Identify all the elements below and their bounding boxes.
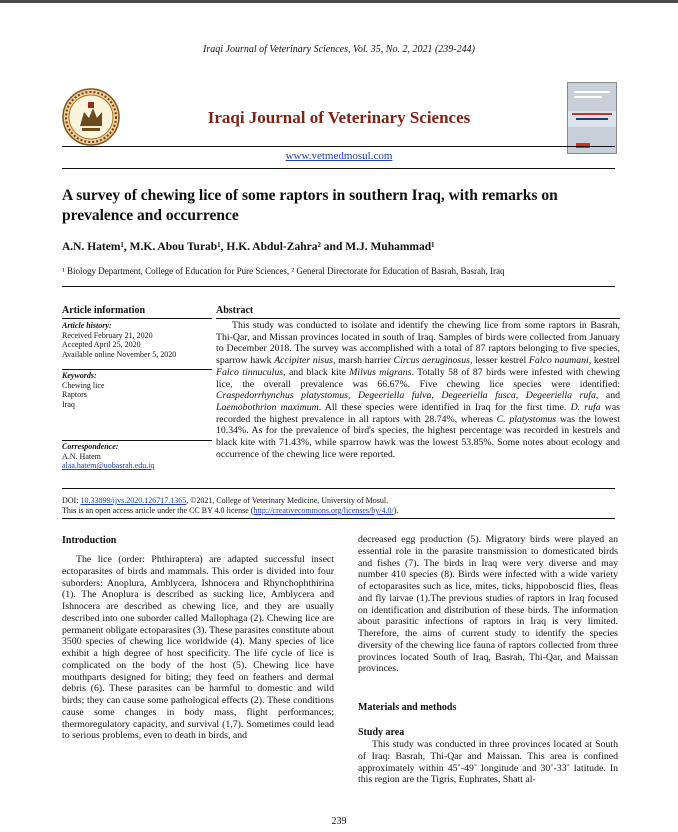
paper-title: A survey of chewing lice of some raptors in southern Iraq, with remarks on prevalence and occurrence	[62, 187, 558, 224]
keywords-block	[62, 371, 212, 409]
author-list: A.N. Hatem¹, M.K. Abou Turab¹, H.K. Abdul-Zahra² and M.J. Muhammad¹	[62, 241, 435, 253]
header-rule-bottom	[62, 168, 615, 169]
abstract-heading: Abstract	[216, 305, 254, 316]
received-date: Received February 21, 2020	[62, 330, 153, 340]
running-header: Iraqi Journal of Veterinary Sciences, Vol. 35, No. 2, 2021 (239-244)	[203, 44, 475, 55]
article-info-rule	[62, 318, 212, 319]
top-border	[0, 0, 678, 3]
page-number: 239	[331, 816, 347, 827]
keyword-item: Iraq	[62, 399, 75, 409]
introduction-column-right	[358, 534, 618, 675]
history-label: Article history:	[62, 321, 112, 330]
keyword-item: Raptors	[62, 390, 87, 400]
doi-rule	[62, 518, 615, 519]
correspondence-block	[62, 442, 212, 471]
abstract-text: This study was conducted to isolate and identify the chewing lice from some raptors in Basrah, Thi-Qar, and Missan provinces located in south of Iraq. Samples of birds were collected from January to December 2018. The survey was accomplished with a total of 87 raptors belonging to five species, sparrow hawk Accipiter nisus, marsh harrier Circus aeruginosus, lesser kestrel Falco naumani, kestrel Falco tinnuculus, and black kite Milvus migrans. Totally 58 of 87 birds were infested with chewing lice, the overall prevalence was 66.67%. Five chewing lice species were identified: Craspedorrhynchus platystomus, Degeeriella fulva, Degeeriella fusca, Degeeriella rufa, and Laemobothrion maximum. All these species were identified in Iraq for the first time. D. rufa was recorded the highest prevalence in all raptors with 28.74%, whereas C. platystomus was the lowest 10.34%. As for the prevalence of bird's species, the highest percentage was recorded in kestrels and black kite with 71.43%, while sparrow hawk was the lowest 53.85%. Some notes about ecology and occurrence of the chewing lice were reported.	[216, 320, 621, 460]
history-rule	[62, 369, 212, 370]
keyword-item: Chewing lice	[62, 380, 105, 390]
correspondent-name: A.N. Hatem	[62, 451, 101, 461]
methods-heading: Materials and methods	[358, 702, 457, 713]
abstract-bottom-rule	[62, 488, 615, 489]
correspondence-label: Correspondence:	[62, 442, 119, 451]
article-history	[62, 321, 212, 359]
introduction-heading: Introduction	[62, 535, 117, 546]
doi-link[interactable]: 10.33899/ijvs.2020.126717.1365	[80, 496, 187, 505]
doi-block: DOI: 10.33899/ijvs.2020.126717.1365, ©2021, College of Veterinary Medicine, University of Mosul. This is an open access article under the CC BY 4.0 license (http://creativecommons.org/licenses/by/4.0/).	[62, 496, 399, 515]
online-date: Available online November 5, 2020	[62, 349, 177, 359]
journal-website-link[interactable]: www.vetmedmosul.com	[285, 150, 393, 162]
intro-paragraph-continued: decreased egg production (5). Migratory birds were played an essential role in the parasite transmission to domesticated birds and fishes (7). The birds in Iraq were very diverse and may number 410 species (8). Birds were infected with a wide variety of ectoparasites such as lice, mites, ticks, hippoboscid flies, fleas and fly larvae (1).The previous studies of raptors in Iraq focused on identification and distribution of these birds. The information about parasitic infections of raptors in Iraq is very limited. Therefore, the aims of current study to identify the species diversity of the chewing lice fauna of raptors collected from three provinces located South of Iraq, Basrah, Thi-Qar, and Maissan provinces.	[358, 534, 618, 675]
journal-title: Iraqi Journal of Veterinary Sciences	[207, 108, 471, 127]
introduction-column-left	[62, 554, 334, 742]
accepted-date: Accepted April 25, 2020	[62, 340, 141, 350]
intro-paragraph: The lice (order: Phthiraptera) are adapted successful insect ectoparasites of birds and mammals. This order is divided into four suborders: Anoplura, Amblycera, Ishnocera and Rhynchophthirina (1). The Anoplura is described as sucking lice, Amblycera and Ishnocera are described as chewing lice, and they are usually described into one suborder called Mallophaga (2). Chewing lice are permanent obligate ectoparasites (3). These parasites constitute about 3500 species of chewing lice worldwide (4). Many species of lice exhibit a high degree of host specificity. The life cycle of lice is complicated on the body of the host (5). Chewing lice have mouthparts designed for biting; they feed on feathers and dermal debris (6). These parasites can be harmful to domestic and wild birds; they can cause some pathological effects (2). These conditions cause some changes in body mass, flight performances; thermoregulatory capacity, and survival (1,7). Sometimes could lead to serious problems, even to death in birds, and	[62, 554, 334, 742]
affiliation-rule	[62, 286, 615, 287]
study-area-text: This study was conducted in three provinces located at South of Iraq: Basrah, Thi-Qar and Maissan. This area is confined approximately within 45˚-49˚ longitude and 30˚-33˚ latitude. In this region are the Tigris, Euphrates, Shatt al-	[358, 739, 618, 786]
article-info-heading: Article information	[62, 305, 146, 316]
keywords-label: Keywords:	[62, 371, 97, 380]
license-link[interactable]: http://creativecommons.org/licenses/by/4.0/	[253, 506, 394, 515]
study-area-heading: Study area	[358, 727, 405, 738]
header-rule-top	[62, 146, 615, 147]
keywords-rule	[62, 440, 212, 441]
abstract-rule	[216, 318, 620, 319]
correspondent-email[interactable]: alaa.hatem@uobasrah.edu.iq	[62, 461, 155, 471]
journal-cover-thumbnail	[567, 82, 617, 154]
affiliations: ¹ Biology Department, College of Education for Pure Sciences, ² General Directorate for Education of Basrah, Basrah, Iraq	[62, 266, 505, 276]
